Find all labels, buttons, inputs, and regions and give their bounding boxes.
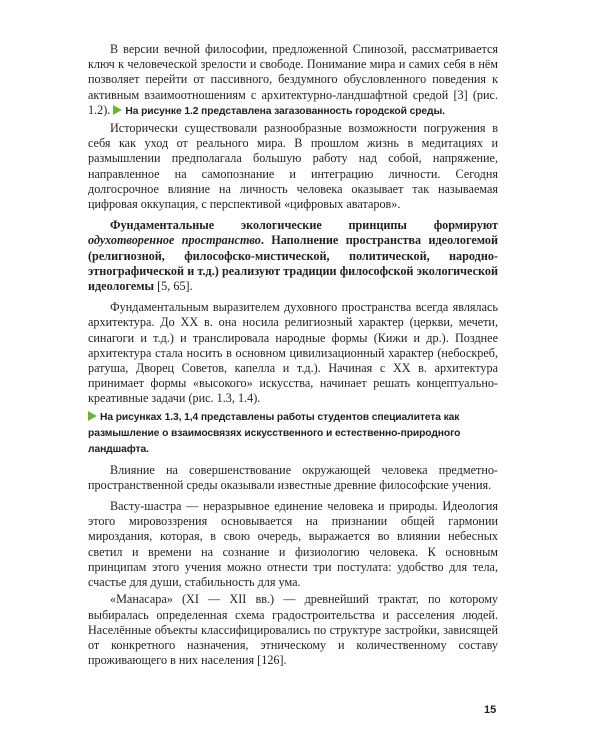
green-arrow-icon	[113, 105, 122, 115]
paragraph-spinoza	[88, 42, 498, 119]
paragraph-vastu: Васту-шастра — неразрывное единение человека и природы. Идеология этого мировоззрения основывается на признании общей гармонии мироздания, которая, в свою очередь, выражается во влиянии небесных светил и времени на сознание и физиологию человека. К основным принципам этого учения можно отнести три постулата: удобство для тела, счастье для души, стабильность для ума.	[88, 499, 498, 590]
principles-bold-start: Фундаментальные экологические принципы формируют	[110, 218, 498, 233]
paragraph-manasara: «Манасара» (XI — XII вв.) — древнейший трактат, по которому выбиралась определенная схема градостроительства и расселения людей. Населённые объекты классифицировались по структуре застройки, зависящей от конкретного назначения, этническому и количественному составу проживающего в них населения [126].	[88, 592, 498, 668]
paragraph-principles	[88, 218, 498, 294]
page-number: 15	[484, 704, 497, 716]
principles-bold-end: . Наполнение пространства идеологемой (религиозной, философско-мистической, политической, народно-этнографической и т.д.) реализуют традиции философской экологической идеологемы	[88, 233, 498, 294]
green-arrow-icon	[88, 411, 97, 421]
paragraph-immersion: Исторически существовали разнообразные возможности погружения в себя как уход от реального мира. В прошлом жизнь в медитациях и размышлении предполагала большую работу над собой, напряжение, направленное на самопознание и интеграцию личности. Сегодня долгосрочное влияние на личность человека оказывает так называемая цифровая оккупация, с перспективой «цифровых аватаров».	[88, 121, 498, 212]
paragraph-spinoza-text: В версии вечной философии, предложенной Спинозой, рассматривается ключ к человеческой зрелости и свободе. Понимание мира и самих себя в нём позволяет перейти от пассивного, бездумного обусловленного поведения к активным взаимоотношениям с архитектурно-ландшафтной средой [3] (рис. 1.2).	[88, 42, 498, 117]
body-text	[88, 42, 498, 674]
figure-note-1-3: На рисунках 1.3, 1,4 представлены работы студентов специалитета как размышление о взаимосвязях искусственного и естественно-природного ландшафта.	[88, 411, 461, 455]
paragraph-architecture: Фундаментальным выразителем духовного пространства всегда являлась архитектура. До XX в. она носила религиозный характер (церкви, мечети, синагоги и т.д.) и транслировала народные формы (Кижи и др.). Позднее архитектура стала носить в основном цивилизационный характер (небоскреб, ратуша, Дворец Советов, капелла и т.д.). Начиная с XX в. архитектура принимает формы «высокого» искусства, начинает решать концептуально-креативные задачи (рис. 1.3, 1.4).	[88, 300, 498, 406]
paragraph-influence: Влияние на совершенствование окружающей человека предметно-пространственной среды оказывали известные древние философские учения.	[88, 462, 498, 492]
principles-reference: [5, 65].	[154, 279, 193, 294]
figure-note-1-2: На рисунке 1.2 представлена загазованность городской среды.	[125, 105, 445, 117]
principles-italic: одухотворенное пространство	[88, 233, 261, 248]
figure-note-1-3-block	[88, 409, 498, 457]
